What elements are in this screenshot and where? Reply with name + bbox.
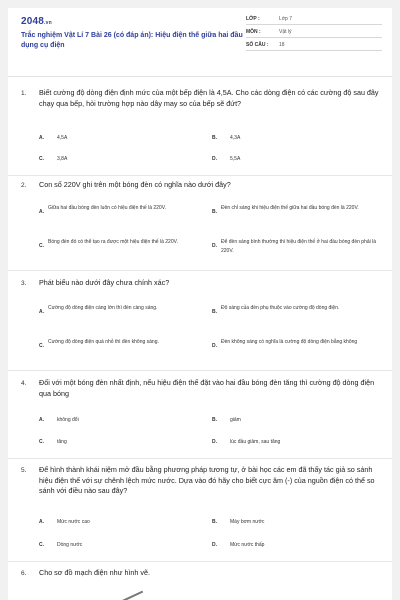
option-text: Mức nước thấp [230, 542, 265, 548]
question-text: Biết cường độ dòng điện định mức của một bếp điện là 4,5A. Cho các dòng điện có các cường độ sau đây chạy qua bếp, hỏi trường hợp nào dây may so của bếp sẽ đứt? [39, 88, 379, 108]
option-text: Cường độ dòng điện quá nhỏ thì đèn không sáng. [48, 339, 159, 345]
document-header [8, 8, 392, 70]
question-text: Đối với một bóng đèn nhất định, nếu hiệu điện thế đặt vào hai đầu bóng đèn tăng thì cường độ dòng điện qua bóng [39, 378, 375, 398]
option-text: Cường độ dòng điện càng lớn thì đèn càng sáng. [48, 305, 158, 311]
option-letter: A. [39, 309, 44, 315]
meta-value: Vật lý [279, 29, 292, 35]
logo-suffix: .vn [44, 20, 52, 26]
meta-panel [246, 14, 382, 53]
option-letter: A. [39, 209, 44, 215]
option-text: Để đèn sáng bình thường thì hiệu điện thế ở hai đầu bóng đèn phải là 220V. [221, 239, 377, 254]
header-divider [8, 76, 392, 77]
option-letter: B. [212, 209, 217, 215]
question-separator [8, 561, 392, 562]
question-separator [8, 458, 392, 459]
option-text: Bóng đèn đó có thể tạo ra được một hiệu điện thế là 220V. [48, 239, 178, 245]
question-number: 6. [21, 570, 27, 577]
option-text: Đèn không sáng có nghĩa là cường độ dòng điện bằng không [221, 339, 358, 345]
option-text: 4,5A [57, 135, 68, 141]
option-letter: B. [212, 519, 217, 525]
option-text: Dòng nước [57, 542, 83, 548]
question-text: Để hình thành khái niệm mở đầu bằng phương pháp tương tự, ở bài học các em đã thấy tác giả so sánh hiệu điện thế với sự chênh lệch mức nước. Dựa vào đó hãy cho biết cực âm (-) của nguồn điện có thể so sánh với điều nào sau đây? [39, 465, 375, 495]
option-letter: B. [212, 309, 217, 315]
question-number: 1. [21, 90, 27, 97]
question-number: 3. [21, 280, 27, 287]
option-text: giảm [230, 417, 241, 423]
option-letter: C. [39, 243, 44, 249]
option-text: không đổi [57, 417, 79, 423]
option-text: 4,3A [230, 135, 241, 141]
meta-label: MÔN : [246, 29, 261, 35]
option-text: lúc đầu giảm, sau tăng [230, 439, 281, 445]
option-text: 5,5A [230, 156, 241, 162]
page-title: Trắc nghiệm Vật Lí 7 Bài 26 (có đáp án): Hiệu điện thế giữa hai đầu dụng cụ điện [21, 32, 243, 49]
option-text: Độ sáng của đèn phụ thuộc vào cường độ dòng điện. [221, 305, 340, 311]
option-letter: C. [39, 439, 44, 445]
option-letter: D. [212, 343, 217, 349]
option-text: Giữa hai đầu bóng đèn luôn có hiệu điện thế là 220V. [48, 205, 166, 211]
option-letter: B. [212, 417, 217, 423]
question-separator [8, 270, 392, 271]
option-letter: A. [39, 417, 44, 423]
question-number: 4. [21, 380, 27, 387]
question-separator [8, 175, 392, 176]
option-text: Máy bơm nước [230, 519, 265, 525]
question-text: Con số 220V ghi trên một bóng đèn có nghĩa nào dưới đây? [39, 180, 231, 189]
meta-row-subject [246, 27, 382, 38]
option-letter: C. [39, 156, 44, 162]
site-logo[interactable] [21, 16, 52, 27]
option-letter: A. [39, 519, 44, 525]
question-text: Cho sơ đồ mạch điện như hình vẽ. [39, 568, 151, 577]
document-page [8, 8, 392, 600]
question-number: 2. [21, 182, 27, 189]
option-text: tăng [57, 439, 67, 445]
question-separator [8, 370, 392, 371]
option-text: Đèn chỉ sáng khi hiệu điện thế giữa hai đầu bóng đèn là 220V. [221, 205, 359, 211]
question-number: 5. [21, 467, 27, 474]
meta-label: SỐ CÂU : [246, 42, 269, 48]
option-letter: A. [39, 135, 44, 141]
meta-label: LỚP : [246, 16, 260, 22]
meta-value: Lớp 7 [279, 16, 293, 22]
option-text: Mức nước cao [57, 519, 90, 525]
option-letter: C. [39, 542, 44, 548]
meta-row-class [246, 14, 382, 25]
option-letter: B. [212, 135, 217, 141]
option-text: 3,8A [57, 156, 68, 162]
meta-value: 18 [279, 42, 285, 48]
option-letter: D. [212, 243, 217, 249]
option-letter: C. [39, 343, 44, 349]
logo-text: 2048 [21, 16, 45, 27]
question-text: Phát biểu nào dưới đây chưa chính xác? [39, 278, 170, 287]
option-letter: D. [212, 156, 217, 162]
option-letter: D. [212, 542, 217, 548]
option-letter: D. [212, 439, 217, 445]
meta-row-count [246, 40, 382, 51]
circuit-diagram-partial [119, 591, 143, 600]
